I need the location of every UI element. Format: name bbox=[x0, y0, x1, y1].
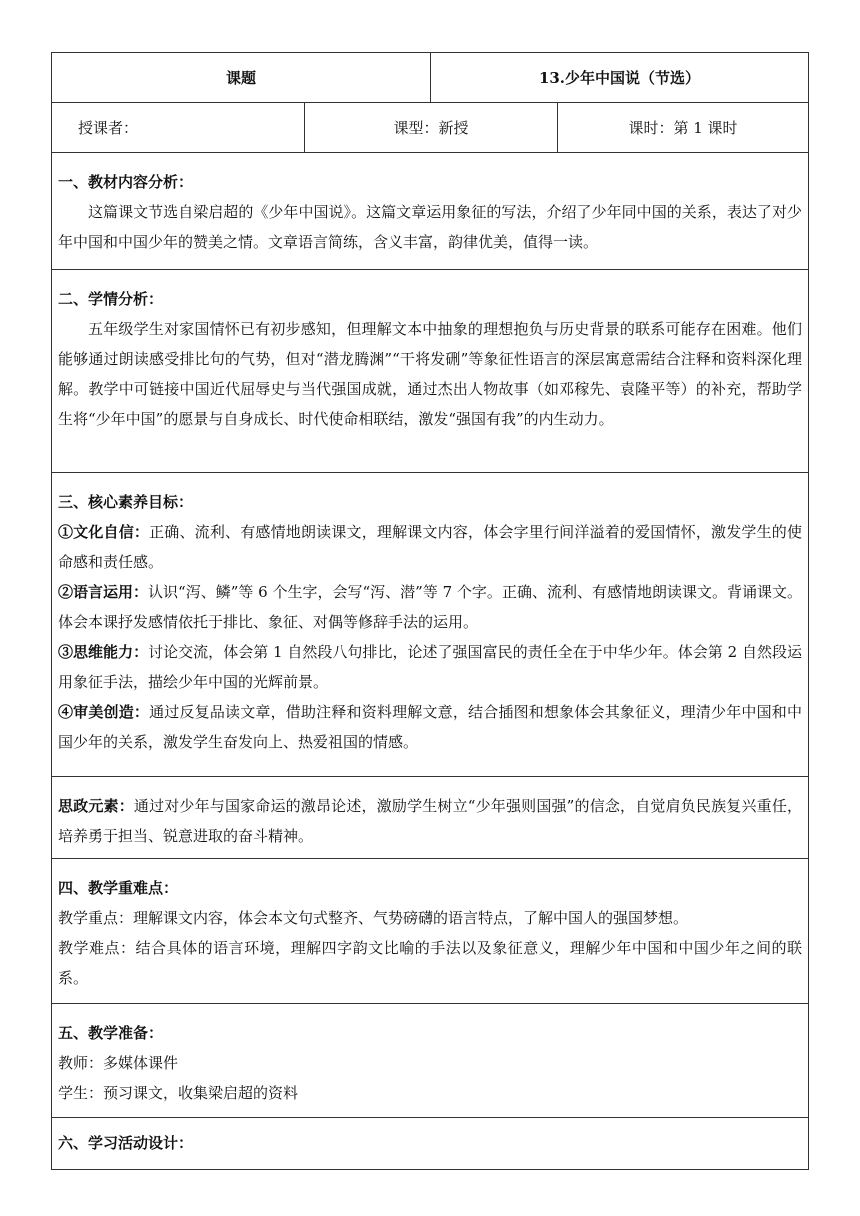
goal-label: ①文化自信： bbox=[58, 523, 150, 541]
info-row bbox=[51, 103, 809, 153]
section-preparation bbox=[51, 1004, 809, 1118]
section-title: 二、学情分析： bbox=[58, 290, 164, 308]
goal-item bbox=[58, 517, 802, 577]
goal-text: 正确、流利、有感情地朗读课文，理解课文内容，体会字里行间洋溢着的爱国情怀，激发学生的使命感和责任感。 bbox=[58, 523, 802, 571]
topic-row bbox=[51, 52, 809, 103]
goal-item bbox=[58, 577, 802, 637]
lesson-type: 课型：新授 bbox=[304, 103, 557, 152]
goal-item bbox=[58, 697, 802, 757]
ideology-paragraph bbox=[58, 791, 802, 851]
section-title: 四、教学重难点： bbox=[58, 879, 179, 897]
section-title: 六、学习活动设计： bbox=[58, 1134, 194, 1152]
section-body: 这篇课文节选自梁启超的《少年中国说》。这篇文章运用象征的写法，介绍了少年同中国的关系，表达了对少年中国和中国少年的赞美之情。文章语言简练，含义丰富，韵律优美，值得一读。 bbox=[58, 203, 802, 251]
lesson-plan-table bbox=[51, 52, 809, 1170]
ideology-label: 思政元素： bbox=[58, 797, 134, 815]
difficult-point: 教学难点：结合具体的语言环境，理解四字韵文比喻的手法以及象征意义，理解少年中国和中国少年之间的联系。 bbox=[58, 939, 802, 987]
goal-label: ④审美创造： bbox=[58, 703, 150, 721]
topic-value: 13.少年中国说（节选） bbox=[430, 53, 808, 102]
goal-label: ③思维能力： bbox=[58, 643, 149, 661]
section-title: 五、教学准备： bbox=[58, 1024, 164, 1042]
section-student-analysis bbox=[51, 270, 809, 473]
teacher-field: 授课者： bbox=[78, 119, 139, 137]
student-prep: 学生：预习课文，收集梁启超的资料 bbox=[58, 1084, 299, 1102]
goal-text: 讨论交流，体会第 1 自然段八句排比，论述了强国富民的责任全在于中华少年。体会第 2 自然段运用象征手法，描绘少年中国的光辉前景。 bbox=[58, 643, 802, 691]
section-core-goals bbox=[51, 473, 809, 777]
section-activities bbox=[51, 1118, 809, 1170]
goal-text: 通过反复品读文章，借助注释和资料理解文意，结合插图和想象体会其象征义，理清少年中国和中国少年的关系，激发学生奋发向上、热爱祖国的情感。 bbox=[58, 703, 802, 751]
goal-text: 认识“泻、鳞”等 6 个生字，会写“泻、潜”等 7 个字。正确、流利、有感情地朗读课文。背诵课文。体会本课抒发感情依托于排比、象征、对偶等修辞手法的运用。 bbox=[58, 583, 802, 631]
section-key-points bbox=[51, 859, 809, 1004]
lesson-time: 课时：第 1 课时 bbox=[557, 103, 808, 152]
section-material-analysis bbox=[51, 153, 809, 270]
section-body: 五年级学生对家国情怀已有初步感知，但理解文本中抽象的理想抱负与历史背景的联系可能存在困难。他们能够通过朗读感受排比句的气势，但对“潜龙腾渊”“干将发硎”等象征性语言的深层寓意需结合注释和资料深化理解。教学中可链接中国近代屈辱史与当代强国成就，通过杰出人物故事（如邓稼先、袁隆平等）的补充，帮助学生将“少年中国”的愿景与自身成长、时代使命相联结，激发“强国有我”的内生动力。 bbox=[58, 320, 802, 428]
goal-label: ②语言运用： bbox=[58, 583, 149, 601]
topic-label: 课题 bbox=[225, 69, 256, 87]
goal-item bbox=[58, 637, 802, 697]
ideology-text: 通过对少年与国家命运的激昂论述，激励学生树立“少年强则国强”的信念，自觉肩负民族复兴重任，培养勇于担当、锐意进取的奋斗精神。 bbox=[58, 797, 802, 845]
section-ideology bbox=[51, 777, 809, 859]
section-title: 一、教材内容分析： bbox=[58, 173, 194, 191]
key-point: 教学重点：理解课文内容，体会本文句式整齐、气势磅礴的语言特点，了解中国人的强国梦想。 bbox=[58, 909, 689, 927]
teacher-prep: 教师：多媒体课件 bbox=[58, 1054, 179, 1072]
section-title: 三、核心素养目标： bbox=[58, 493, 194, 511]
